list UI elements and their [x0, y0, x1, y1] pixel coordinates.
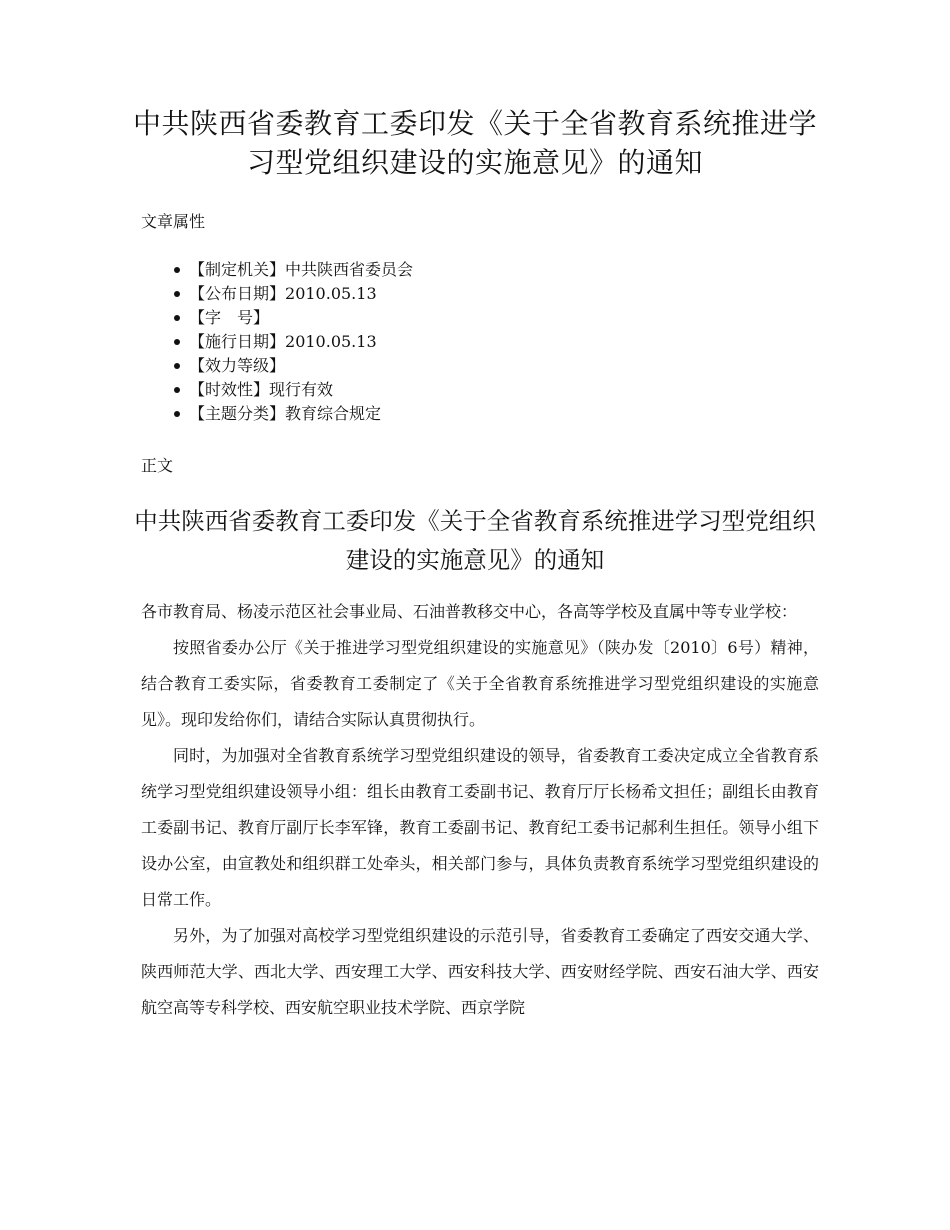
property-value: 2010.05.13 [285, 284, 377, 303]
body-paragraph: 同时，为加强对全省教育系统学习型党组织建设的领导，省委教育工委决定成立全省教育系统学习型党组织建设领导小组：组长由教育工委副书记、教育厅厅长杨希文担任；副组长由教育工委副书记、教育厅副厅长李军锋，教育工委副书记、教育纪工委书记郝利生担任。领导小组下设办公室，由宣教处和组织群工处牵头，相关部门参与，具体负责教育系统学习型党组织建设的日常工作。 [141, 746, 819, 909]
property-key: 【公布日期】 [189, 284, 286, 303]
property-value: 中共陕西省委员会 [285, 260, 414, 279]
body-paragraph: 按照省委办公厅《关于推进学习型党组织建设的实施意见》（陕办发〔2010〕6号）精神，结合教育工委实际，省委教育工委制定了《关于全省教育系统推进学习型党组织建设的实施意见》。现印发给你们，请结合实际认真贯彻执行。 [141, 638, 819, 729]
property-key: 【主题分类】 [189, 404, 286, 423]
property-value: 2010.05.13 [285, 332, 377, 351]
document-title: 中共陕西省委教育工委印发《关于全省教育系统推进学习型党组织建设的实施意见》的通知 [132, 107, 817, 179]
bullet-icon [174, 411, 180, 417]
property-value: 现行有效 [269, 380, 334, 399]
bullet-icon [174, 339, 180, 345]
body-paragraph: 另外，为了加强对高校学习型党组织建设的示范引导，省委教育工委确定了西安交通大学、陕西师范大学、西北大学、西安理工大学、西安科技大学、西安财经学院、西安石油大学、西安航空高等专科学校、西安航空职业技术学院、西京学院 [141, 926, 819, 1017]
bullet-icon [174, 291, 180, 297]
bullet-icon [174, 315, 180, 321]
salutation: 各市教育局、杨凌示范区社会事业局、石油普教移交中心，各高等学校及直属中等专业学校： [141, 602, 798, 621]
bullet-icon [174, 363, 180, 369]
property-key: 【制定机关】 [189, 260, 286, 279]
property-value: 教育综合规定 [285, 404, 382, 423]
property-key: 【字 号】 [189, 308, 270, 327]
property-key: 【效力等级】 [189, 356, 286, 375]
body-title: 中共陕西省委教育工委印发《关于全省教育系统推进学习型党组织建设的实施意见》的通知 [134, 507, 816, 574]
body-content [141, 594, 819, 1026]
body-label: 正文 [141, 456, 174, 475]
bullet-icon [174, 267, 180, 273]
properties-label: 文章属性 [141, 212, 206, 231]
property-key: 【时效性】 [189, 380, 270, 399]
property-key: 【施行日期】 [189, 332, 286, 351]
bullet-icon [174, 387, 180, 393]
